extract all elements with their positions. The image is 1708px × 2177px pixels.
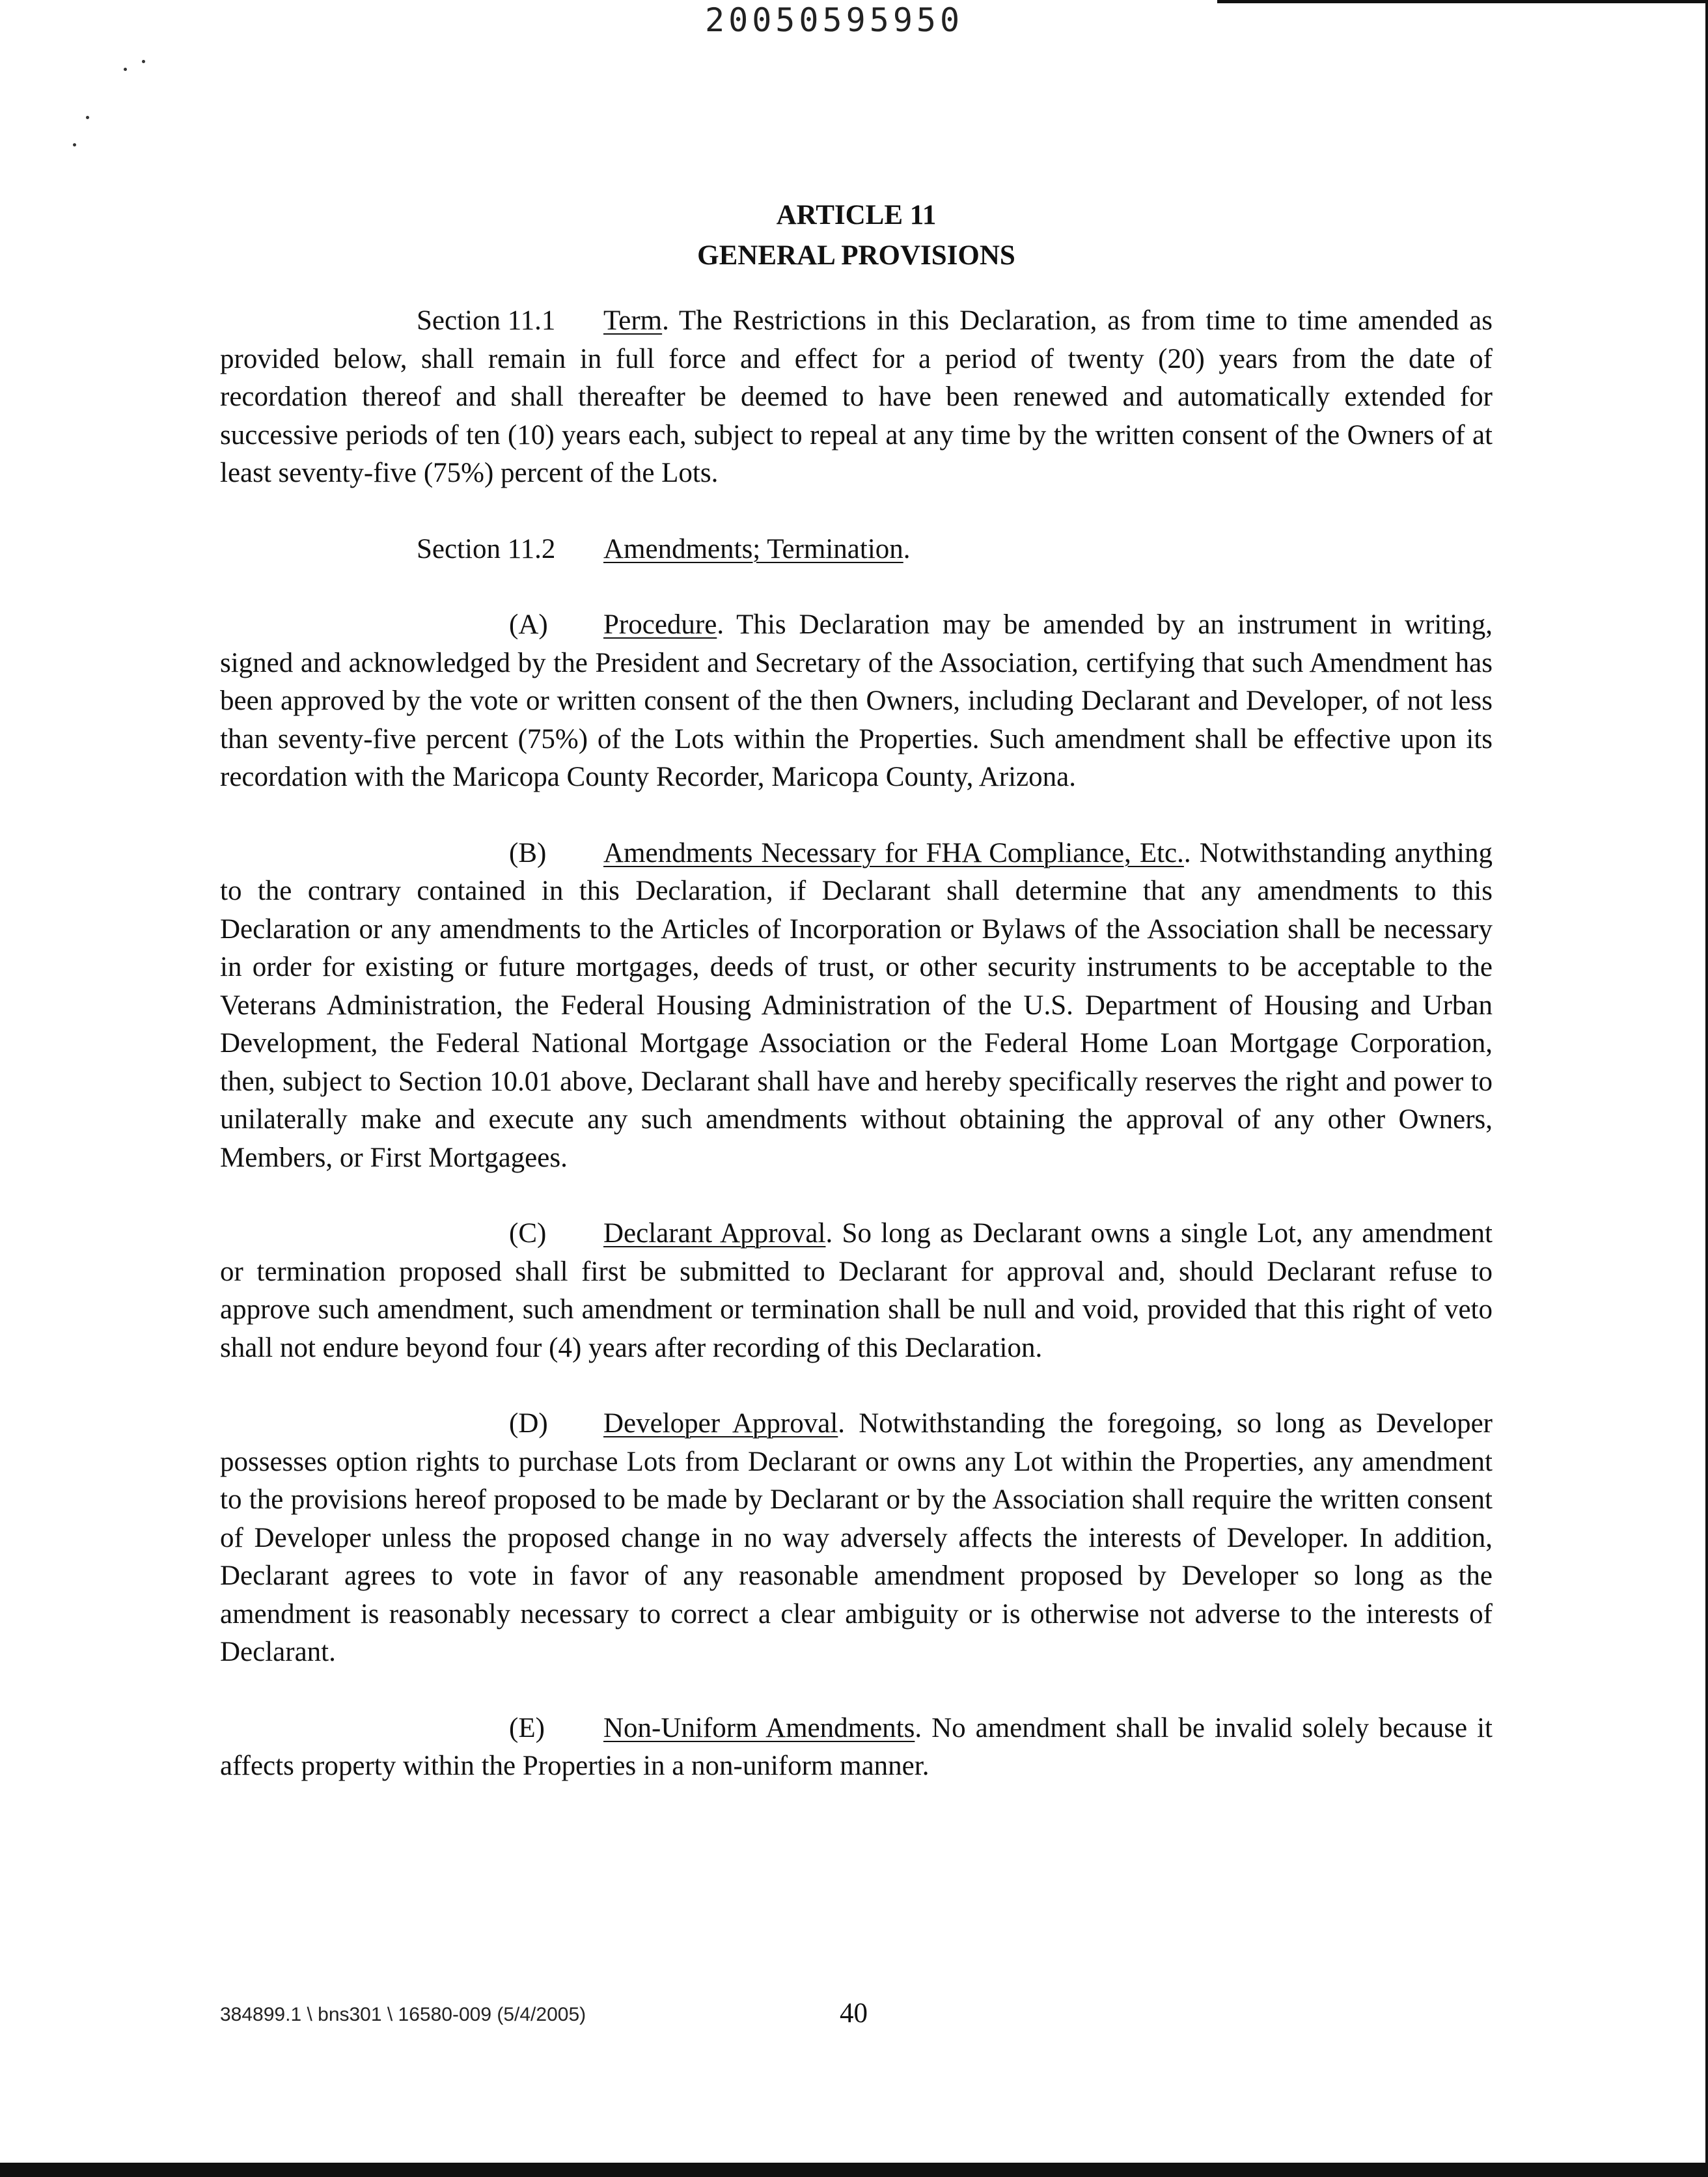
subsection-body: . So long as Declarant owns a single Lot, any amendment or termination proposed shall first be submitted to Declarant for approval and, should Declarant refuse to approve such amendment, such amendment or termination shall be null and void, provided that this right of veto shall not endure beyond four (4) years after recording of this Declaration. xyxy=(220,1218,1493,1363)
subsection-c xyxy=(220,1215,1493,1367)
section-11-2 xyxy=(220,531,1493,569)
subsection-title: Amendments Necessary for FHA Compliance, Etc. xyxy=(603,837,1184,868)
subsection-d xyxy=(220,1405,1493,1672)
article-title: GENERAL PROVISIONS xyxy=(697,240,1015,271)
recording-number: 20050595950 xyxy=(705,1,964,39)
section-title: Term xyxy=(603,305,663,336)
section-title-suffix: . xyxy=(903,533,911,564)
article-number: ARTICLE 11 xyxy=(776,200,937,230)
footer-document-id: 384899.1 \ bns301 \ 16580-009 (5/4/2005) xyxy=(220,2004,586,2025)
subsection-title: Developer Approval xyxy=(603,1408,838,1439)
section-body: . The Restrictions in this Declaration, as from time to time amended as provided below, shall remain in full force and effect for a period of twenty (20) years from the date of recordation thereof and shall thereafter be deemed to have been renewed and automatically extended for successive periods of ten (10) years each, subject to repeal at any time by the written consent of the Owners of at least seventy-five (75%) percent of the Lots. xyxy=(220,305,1493,488)
scan-edge-top xyxy=(1217,0,1708,3)
section-label: Section 11.2 xyxy=(417,533,556,564)
subsection-title: Non-Uniform Amendments xyxy=(603,1712,915,1743)
scan-speck xyxy=(124,68,127,71)
scan-edge-bottom xyxy=(0,2163,1708,2177)
section-label: Section 11.1 xyxy=(417,305,556,336)
subsection-title: Declarant Approval xyxy=(603,1218,826,1249)
subsection-body: . This Declaration may be amended by an instrument in writing, signed and acknowledged by the President and Secretary of the Association, certifying that such Amendment has been approved by the vote or written consent of the then Owners, including Declarant and Developer, of not less than seventy-five percent (75%) of the Lots within the Properties. Such amendment shall be effective upon its recordation with the Maricopa County Recorder, Maricopa County, Arizona. xyxy=(220,609,1493,792)
subsection-b xyxy=(220,835,1493,1178)
page-number: 40 xyxy=(840,1998,868,2029)
section-title: Amendments; Termination xyxy=(603,533,903,564)
subsection-title: Procedure xyxy=(603,609,717,640)
scan-speck xyxy=(86,116,89,119)
subsection-letter: (A) xyxy=(509,609,548,640)
subsection-letter: (C) xyxy=(509,1218,547,1249)
subsection-body: . Notwithstanding anything to the contrary contained in this Declaration, if Declarant shall determine that any amendments to this Declaration or any amendments to the Articles of Incorporation or Bylaws of the Association shall be necessary in order for existing or future mortgages, deeds of trust, or other security instruments to be acceptable to the Veterans Administration, the Federal Housing Administration of the U.S. Department of Housing and Urban Development, the Federal National Mortgage Association or the Federal Home Loan Mortgage Corporation, then, subject to Section 10.01 above, Declarant shall have and hereby specifically reserves the right and power to unilaterally make and execute any such amendments without obtaining the approval of any other Owners, Members, or First Mortgagees. xyxy=(220,837,1493,1173)
subsection-body: . No amendment shall be invalid solely because it affects property within the Properties in a non-uniform manner. xyxy=(220,1712,1493,1781)
scan-speck xyxy=(142,60,145,63)
document-body xyxy=(220,195,1493,1786)
section-11-1 xyxy=(220,302,1493,493)
scan-edge-right xyxy=(1705,0,1708,2177)
subsection-a xyxy=(220,606,1493,797)
subsection-letter: (E) xyxy=(509,1712,545,1743)
subsection-letter: (D) xyxy=(509,1408,548,1439)
subsection-letter: (B) xyxy=(509,837,547,868)
scan-speck xyxy=(73,143,76,146)
subsection-body: . Notwithstanding the foregoing, so long as Developer possesses option rights to purchase Lots from Declarant or owns any Lot within the Properties, any amendment to the provisions hereof proposed to be made by Declarant or by the Association shall require the written consent of Developer unless the proposed change in no way adversely affects the interests of Developer. In addition, Declarant agrees to vote in favor of any reasonable amendment proposed by Developer so long as the amendment is reasonably necessary to correct a clear ambiguity or is otherwise not adverse to the interests of Declarant. xyxy=(220,1408,1493,1667)
subsection-e xyxy=(220,1710,1493,1786)
